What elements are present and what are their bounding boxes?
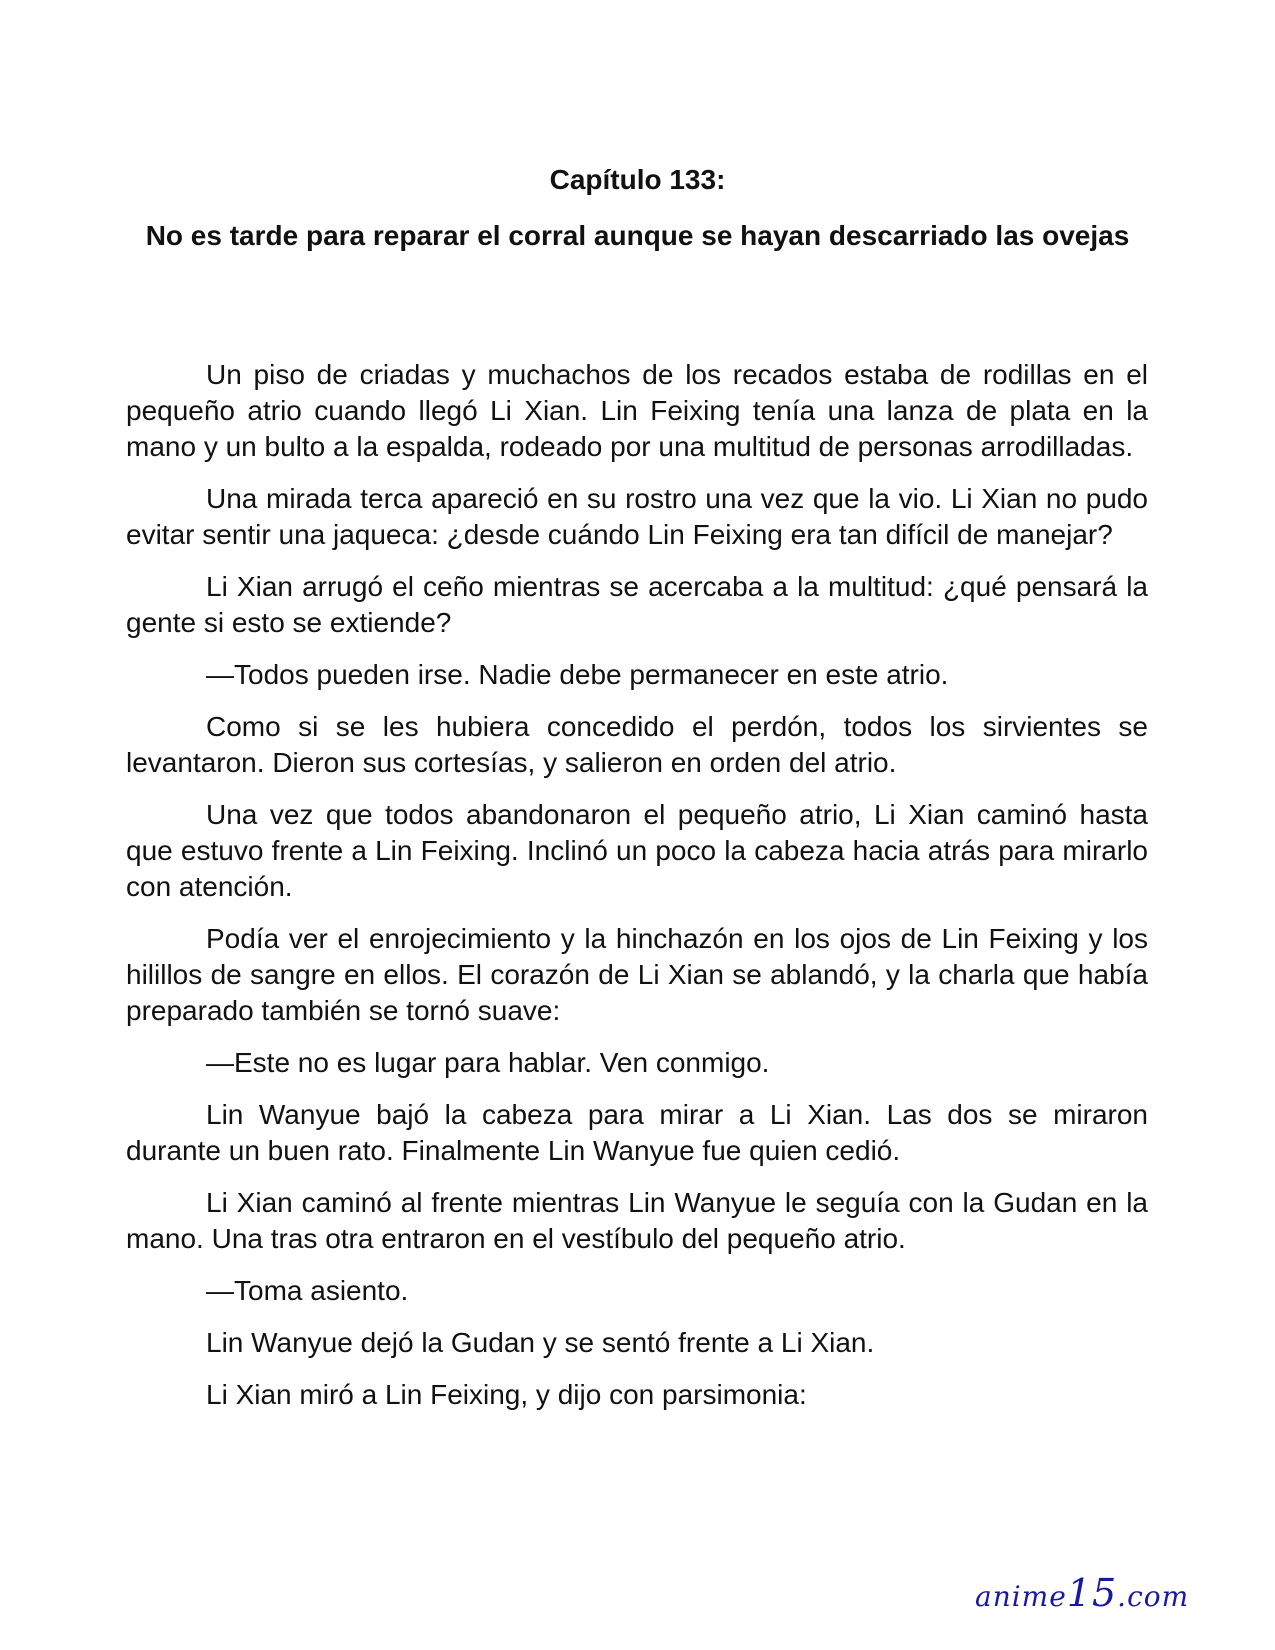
- watermark-number: 15: [1066, 1571, 1118, 1615]
- chapter-title: No es tarde para reparar el corral aunque se hayan descarriado las ovejas: [145, 220, 1130, 251]
- watermark-logo: [975, 1571, 1190, 1615]
- watermark-prefix: anime: [975, 1580, 1067, 1613]
- paragraph: Lin Wanyue bajó la cabeza para mirar a Li Xian. Las dos se miraron durante un buen rato. Finalmente Lin Wanyue fue quien cedió.: [126, 1099, 1148, 1166]
- paragraph: Li Xian miró a Lin Feixing, y dijo con parsimonia:: [206, 1379, 807, 1410]
- paragraph: Lin Wanyue dejó la Gudan y se sentó frente a Li Xian.: [206, 1327, 875, 1358]
- paragraph: Como si se les hubiera concedido el perdón, todos los sirvientes se levantaron. Dieron sus cortesías, y salieron en orden del atrio.: [126, 711, 1148, 778]
- paragraph: Li Xian arrugó el ceño mientras se acercaba a la multitud: ¿qué pensará la gente si esto se extiende?: [126, 571, 1148, 638]
- watermark-suffix: .com: [1117, 1580, 1190, 1613]
- paragraph: Una mirada terca apareció en su rostro una vez que la vio. Li Xian no pudo evitar sentir una jaqueca: ¿desde cuándo Lin Feixing era tan difícil de manejar?: [126, 483, 1148, 550]
- paragraph: —Toma asiento.: [206, 1275, 409, 1306]
- paragraph: Un piso de criadas y muchachos de los recados estaba de rodillas en el pequeño atrio cuando llegó Li Xian. Lin Feixing tenía una lanza de plata en la mano y un bulto a la espalda, rodeado por una multitud de personas arrodilladas.: [126, 359, 1148, 462]
- paragraph: Li Xian caminó al frente mientras Lin Wanyue le seguía con la Gudan en la mano. Una tras otra entraron en el vestíbulo del pequeño atrio.: [126, 1187, 1148, 1254]
- chapter-body: [126, 357, 1148, 1429]
- paragraph: Una vez que todos abandonaron el pequeño atrio, Li Xian caminó hasta que estuvo frente a Lin Feixing. Inclinó un poco la cabeza hacia atrás para mirarlo con atención.: [126, 799, 1148, 902]
- paragraph: Podía ver el enrojecimiento y la hinchazón en los ojos de Lin Feixing y los hilillos de sangre en ellos. El corazón de Li Xian se ablandó, y la charla que había preparado también se tornó suave:: [126, 923, 1148, 1026]
- paragraph: —Todos pueden irse. Nadie debe permanecer en este atrio.: [206, 659, 949, 690]
- chapter-number: Capítulo 133:: [549, 164, 726, 195]
- paragraph: —Este no es lugar para hablar. Ven conmigo.: [206, 1047, 770, 1078]
